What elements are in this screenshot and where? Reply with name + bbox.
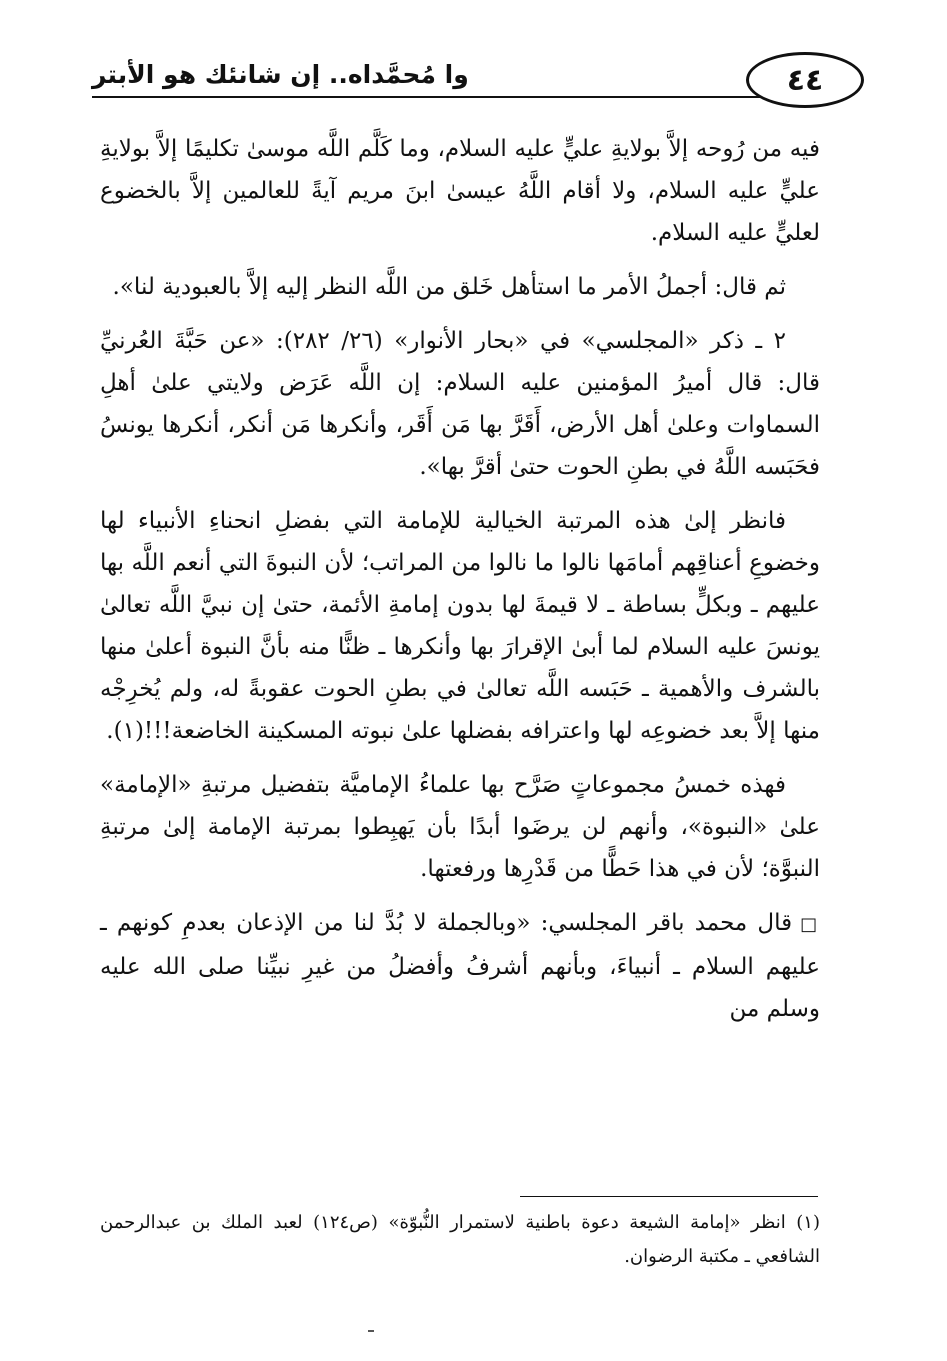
- footnotes: [100, 1206, 820, 1274]
- page-header: [92, 52, 864, 112]
- paragraph-commentary: فانظر إلىٰ هذه المرتبة الخيالية للإمامة التي بفضلِ انحناءِ الأنبياء لها وخضوعِ أعناقِهم أمامَها نالوا ما نالوا من المراتب؛ لأن النبوةَ التي أنعم اللَّه بها عليهم ـ وبكلٍّ بساطة ـ لا قيمةَ لها بدون إمامةِ الأئمة، حتىٰ إن نبيَّ اللَّه تعالىٰ يونسَ عليه السلام لما أبىٰ الإقرارَ بها وأنكرها ـ ظنًّا منه بأنَّ النبوة أعلىٰ منها بالشرف والأهمية ـ حَبَسه اللَّه تعالىٰ في بطنِ الحوت عقوبةً له، ولم يُخرِجْه منها إلاَّ بعد خضوعِه لها واعترافه بفضلها علىٰ نبوته المسكينة الخاضعة!!!(١).: [100, 508, 820, 744]
- paragraph-summary: فهذه خمسُ مجموعاتٍ صَرَّح بها علماءُ الإماميَّة بتفضيل مرتبةِ «الإمامة» علىٰ «النبوة»، وأنهم لن يرضَوا أبدًا بأن يَهبِطوا بمرتبة الإمامة إلىٰ مرتبةِ النبوَّة؛ لأن في هذا حَطًّا من قَدْرِها ورفعتها.: [100, 772, 820, 882]
- running-title: وا مُحمَّداه.. إن شانئك هو الأبتر: [92, 60, 469, 89]
- paragraph-quote-end: ثم قال: أجملُ الأمر ما استأهل خَلق من اللَّه النظر إليه إلاَّ بالعبودية لنا».: [112, 274, 786, 300]
- paragraph-item-2: ٢ ـ ذكر «المجلسي» في «بحار الأنوار» (٢٦/ ٢٨٢): «عن حَبَّةَ العُرنيِّ قال: قال أميرُ المؤمنين عليه السلام: إن اللَّه عَرَض ولايتي علىٰ أهلِ السماوات وعلىٰ أهل الأرض، أَقَرَّ بها مَن أَقَر، وأنكرها مَن أنكر، أنكرها يونسُ فحَبَسه اللَّهُ في بطنِ الحوت حتىٰ أقرَّ بها».: [100, 328, 820, 480]
- page-number: ٤٤: [746, 52, 864, 108]
- body-text: [100, 128, 820, 1042]
- footnote-rule: [520, 1196, 818, 1197]
- scan-mark: [368, 1330, 374, 1332]
- footnote-1: (١) انظر «إمامة الشيعة دعوة باطنية لاستمرار النُّبوّة» (ص١٢٤) لعبد الملك بن عبدالرحمن الشافعي ـ مكتبة الرضوان.: [100, 1212, 820, 1267]
- paragraph-majlisi-quote: □ قال محمد باقر المجلسي: «وبالجملة لا بُدَّ لنا من الإذعان بعدمِ كونهم ـ عليهم السلام ـ أنبياءَ، وبأنهم أشرفُ وأفضلُ من غيرِ نبيِّنا صلى الله عليه وسلم من: [100, 902, 820, 1030]
- paragraph-continuation: فيه من رُوحه إلاَّ بولايةِ عليٍّ عليه السلام، وما كَلَّم اللَّه موسىٰ تكليمًا إلاَّ بولايةِ عليٍّ عليه السلام، ولا أقام اللَّهُ عيسىٰ ابنَ مريم آيةً للعالمين إلاَّ بالخضوع لعليٍّ عليه السلام.: [100, 136, 820, 246]
- header-rule: [92, 96, 760, 98]
